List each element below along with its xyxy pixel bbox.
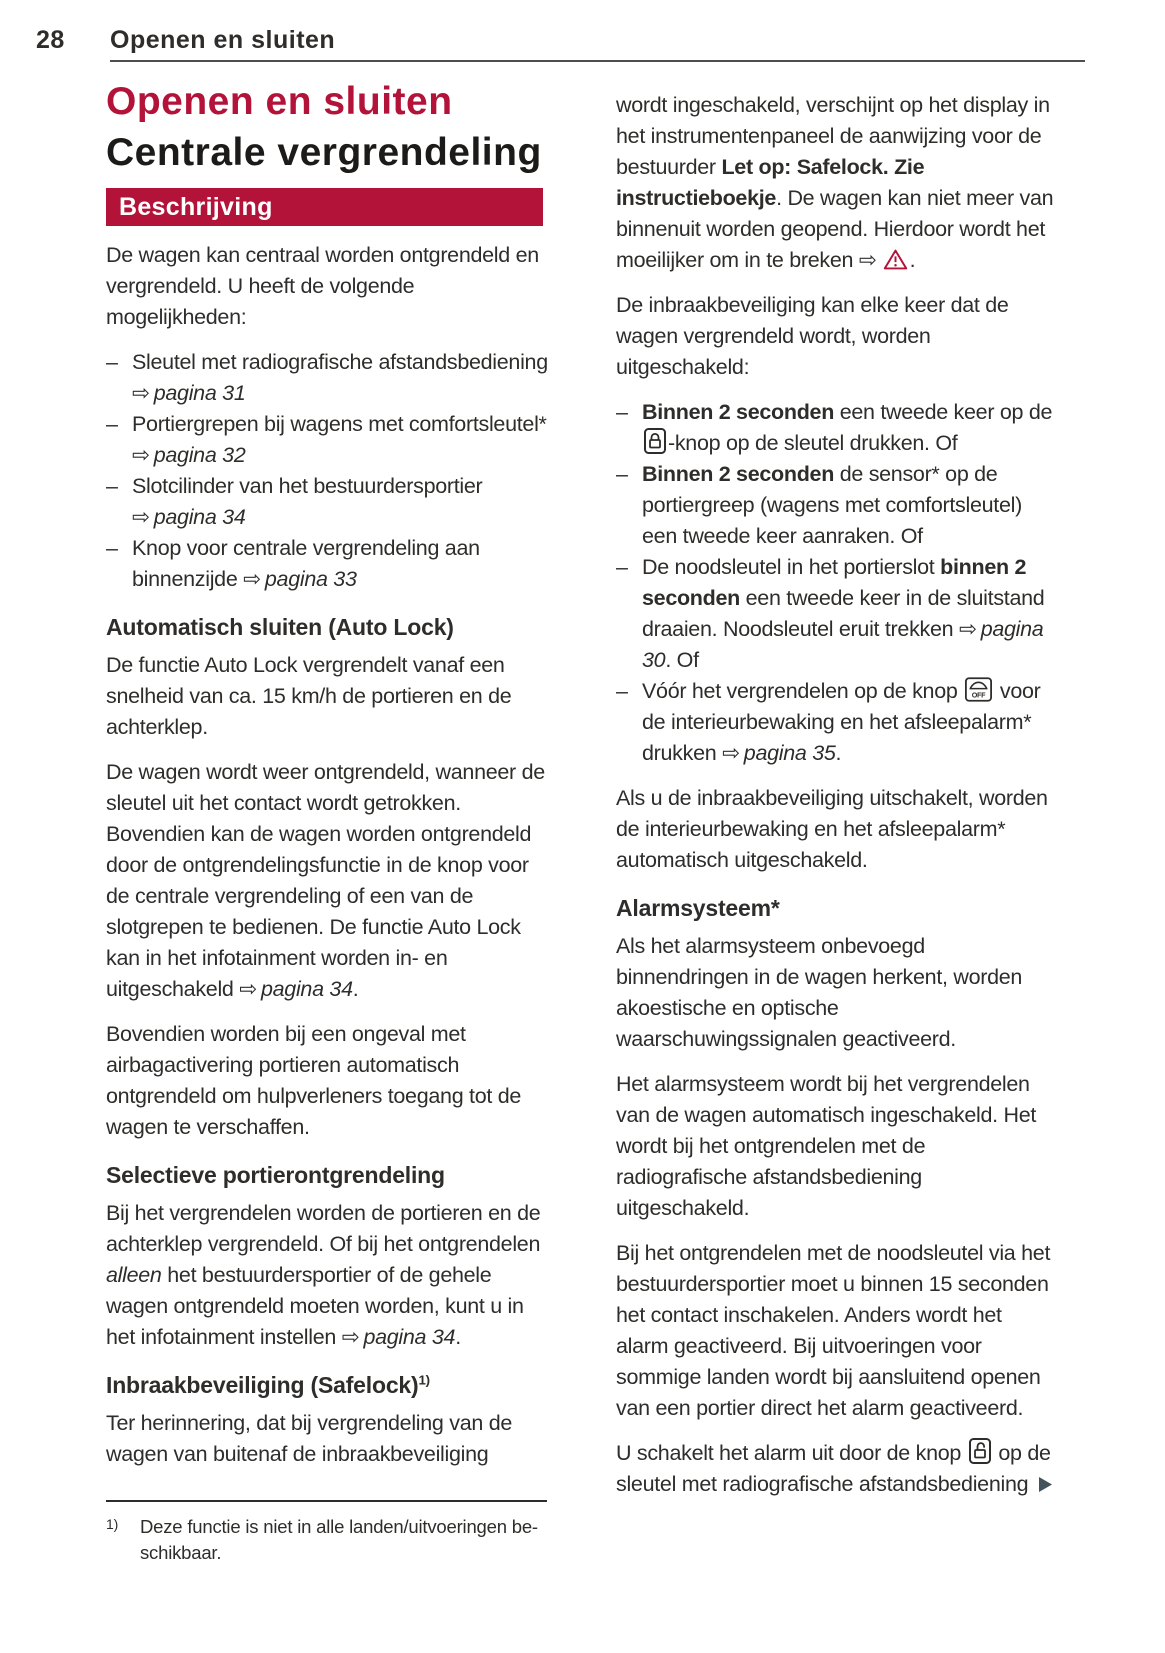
dash-list [616,397,1056,769]
paragraph [106,240,550,333]
lock-closed-button-icon [644,428,666,454]
dash-bullet: – [616,679,628,703]
subheading [106,1371,550,1400]
text-run: Slotcilinder van het bestuurdersportier [132,474,483,498]
dash-list [106,347,550,595]
text-run: wordt ingeschakeld, verschijnt op het display in het instrumentenpaneel de aanwijzing voor de bestuurder [616,93,1050,179]
list-item-text [642,459,1056,552]
right-column [616,90,1056,1514]
page-ref-arrow-icon: ⇨ [132,443,150,467]
page-ref-arrow-icon: ⇨ [243,567,261,591]
text-run: Portiergrepen bij wagens met comfortsleutel* [132,412,547,436]
text-run: -knop op de sleutel drukken. Of [668,431,958,455]
text-run: pagina 32 [153,443,246,467]
paragraph [616,1438,1056,1500]
text-run: 1) [418,1372,430,1388]
list-item [106,347,550,409]
paragraph [106,1019,550,1143]
section-title: Centrale vergrendeling [106,131,542,174]
text-run: De noodsleutel in het portierslot [642,555,941,579]
page-ref-arrow-icon: ⇨ [858,248,877,272]
lock-open-button-icon [969,1438,991,1464]
page-number: 28 [36,26,65,54]
text-run: Als het alarmsysteem onbevoegd binnendringen in de wagen herkent, worden akoestische en optische waarschuwingssignalen geactiveerd. [616,934,1023,1051]
text-run: U schakelt het alarm uit door de knop [616,1441,967,1465]
subheading [616,894,1056,923]
text-run: Let op: Safelock. Zie instructieboekje [616,155,925,210]
dash-bullet: – [616,400,628,424]
text-run: pagina 33 [264,567,357,591]
list-item [616,459,1056,552]
list-item [616,552,1056,676]
text-run: een tweede keer in de sluitstand draaien. Noodsleutel eruit trekken [642,586,1045,641]
paragraph [616,90,1056,276]
warning-triangle-icon [883,248,908,271]
text-run: alleen [106,1263,162,1287]
text-run: Bij het ontgrendelen met de noodsleutel via het bestuurdersportier moet u binnen 15 seconden het contact inschakelen. Anders wordt het alarm geactiveerd. Bij uitvoeringen voor sommige landen wordt bij aansluitend openen van een portier direct het alarm geactiveerd. [616,1241,1051,1420]
list-item-text [132,347,550,409]
text-run: Inbraakbeveiliging (Safelock) [106,1372,419,1398]
text-run: pagina 31 [153,381,246,405]
text-run: Ter herinnering, dat bij vergrendeling van de wagen van buitenaf de inbraakbeveiliging [106,1411,513,1466]
footnote-text [140,1514,547,1566]
list-item-text [132,533,550,595]
paragraph [616,783,1056,876]
list-item [616,676,1056,769]
paragraph [106,757,550,1005]
text-run: De functie Auto Lock vergrendelt vanaf een snelheid van ca. 15 km/h de portieren en de achterklep. [106,653,512,739]
text-run: op de sleutel met radiografische afstandsbediening [616,1441,1051,1496]
text-run: Alarmsysteem* [616,895,780,921]
footnote [106,1500,547,1566]
dash-bullet: – [616,462,628,486]
text-run: . [909,248,916,272]
dash-bullet: – [616,555,628,579]
dash-bullet: – [106,412,118,436]
list-item-text [642,676,1056,769]
text-run: Binnen 2 seconden [642,400,835,424]
running-head: Openen en sluiten [110,26,336,54]
car-monitoring-off-button-icon [965,677,992,702]
footnote-rule [106,1500,547,1502]
page-ref-arrow-icon: ⇨ [958,617,977,641]
paragraph [616,290,1056,383]
text-run: . [455,1325,461,1349]
text-run: pagina 34 [153,505,246,529]
text-run: pagina 34 [260,977,353,1001]
dash-bullet: – [106,536,118,560]
paragraph [106,1198,550,1353]
left-column [106,240,550,1484]
list-item-text [132,409,550,471]
page-ref-arrow-icon: ⇨ [341,1325,360,1349]
paragraph [106,650,550,743]
list-item [106,533,550,595]
text-run: pagina 30 [642,617,1044,672]
text-run: binnen 2 seconden [642,555,1027,610]
text-run: Binnen 2 seconden [642,462,835,486]
text-run: Automatisch sluiten (Auto Lock) [106,614,454,640]
footnote-line: schikbaar. [140,1542,222,1563]
list-item-text [132,471,550,533]
list-item [106,409,550,471]
list-item-text [642,552,1056,676]
page-continues-icon [1038,1476,1053,1493]
dash-bullet: – [106,474,118,498]
paragraph [616,1069,1056,1224]
text-run: De wagen kan centraal worden ontgrendeld en vergrendeld. U heeft de volgende mogelijkheden: [106,243,539,329]
text-run: de sensor* op de portiergreep (wagens met comfortsleutel) een tweede keer aanraken. Of [642,462,1022,548]
text-run: . [835,741,842,765]
text-run: Vóór het vergrendelen op de knop [642,679,964,703]
subheading [106,613,550,642]
svg-text:OFF: OFF [971,690,986,700]
text-run: Het alarmsysteem wordt bij het vergrendelen van de wagen automatisch ingeschakeld. Het wordt bij het ontgrendelen met de radiografische afstandsbediening uitgeschakeld. [616,1072,1037,1220]
text-run: Bij het vergrendelen worden de portieren en de achterklep vergrendeld. Of bij het ontgrendelen [106,1201,541,1256]
text-run: Als u de inbraakbeveiliging uitschakelt, worden de interieurbewaking en het afsleepalarm* automatisch uitgeschakeld. [616,786,1048,872]
text-run: De inbraakbeveiliging kan elke keer dat de wagen vergrendeld wordt, worden uitgeschakeld: [616,293,1009,379]
text-run: Selectieve portierontgrendeling [106,1162,445,1188]
text-run: het bestuurdersportier of de gehele wagen ontgrendeld moeten worden, kunt u in het infotainment instellen [106,1263,524,1349]
text-run: . Of [665,648,699,672]
chapter-title: Openen en sluiten [106,80,453,123]
paragraph [106,1408,550,1470]
text-run: een tweede keer op de [834,400,1053,424]
text-run: Sleutel met radiografische afstandsbediening [132,350,548,374]
text-run: pagina 34 [363,1325,456,1349]
page-ref-arrow-icon: ⇨ [132,505,150,529]
footnote-marker: 1) [106,1516,119,1532]
text-run: De wagen wordt weer ontgrendeld, wanneer de sleutel uit het contact wordt getrokken. Bovendien kan de wagen worden ontgrendeld door de ontgrendelingsfunctie in de knop voor de centrale vergrendeling of een van de slotgrepen te bedienen. De functie Auto Lock kan in het infotainment worden in- en uitgeschakeld [106,760,545,1001]
text-run: . [352,977,359,1001]
list-item [616,397,1056,459]
paragraph [616,931,1056,1055]
text-run: . De wagen kan niet meer van binnenuit worden geopend. Hierdoor wordt het moeilijker om in te breken [616,186,1054,272]
description-banner: Beschrijving [106,188,543,226]
list-item-text [642,397,1056,459]
page-ref-arrow-icon: ⇨ [132,381,150,405]
dash-bullet: – [106,350,118,374]
text-run: Knop voor centrale vergrendeling aan binnenzijde [132,536,480,591]
footnote-line: Deze functie is niet in alle landen/uitvoeringen be- [140,1516,538,1537]
page-ref-arrow-icon: ⇨ [722,741,740,765]
subheading [106,1161,550,1190]
paragraph [616,1238,1056,1424]
text-run: Bovendien worden bij een ongeval met airbagactivering portieren automatisch ontgrendeld om hulpverleners toegang tot de wagen te verschaffen. [106,1022,522,1139]
page-ref-arrow-icon: ⇨ [239,977,257,1001]
text-run: pagina 35 [743,741,836,765]
text-run: voor de interieurbewaking en het afsleepalarm* drukken [642,679,1041,765]
header-rule [110,60,1085,62]
list-item [106,471,550,533]
